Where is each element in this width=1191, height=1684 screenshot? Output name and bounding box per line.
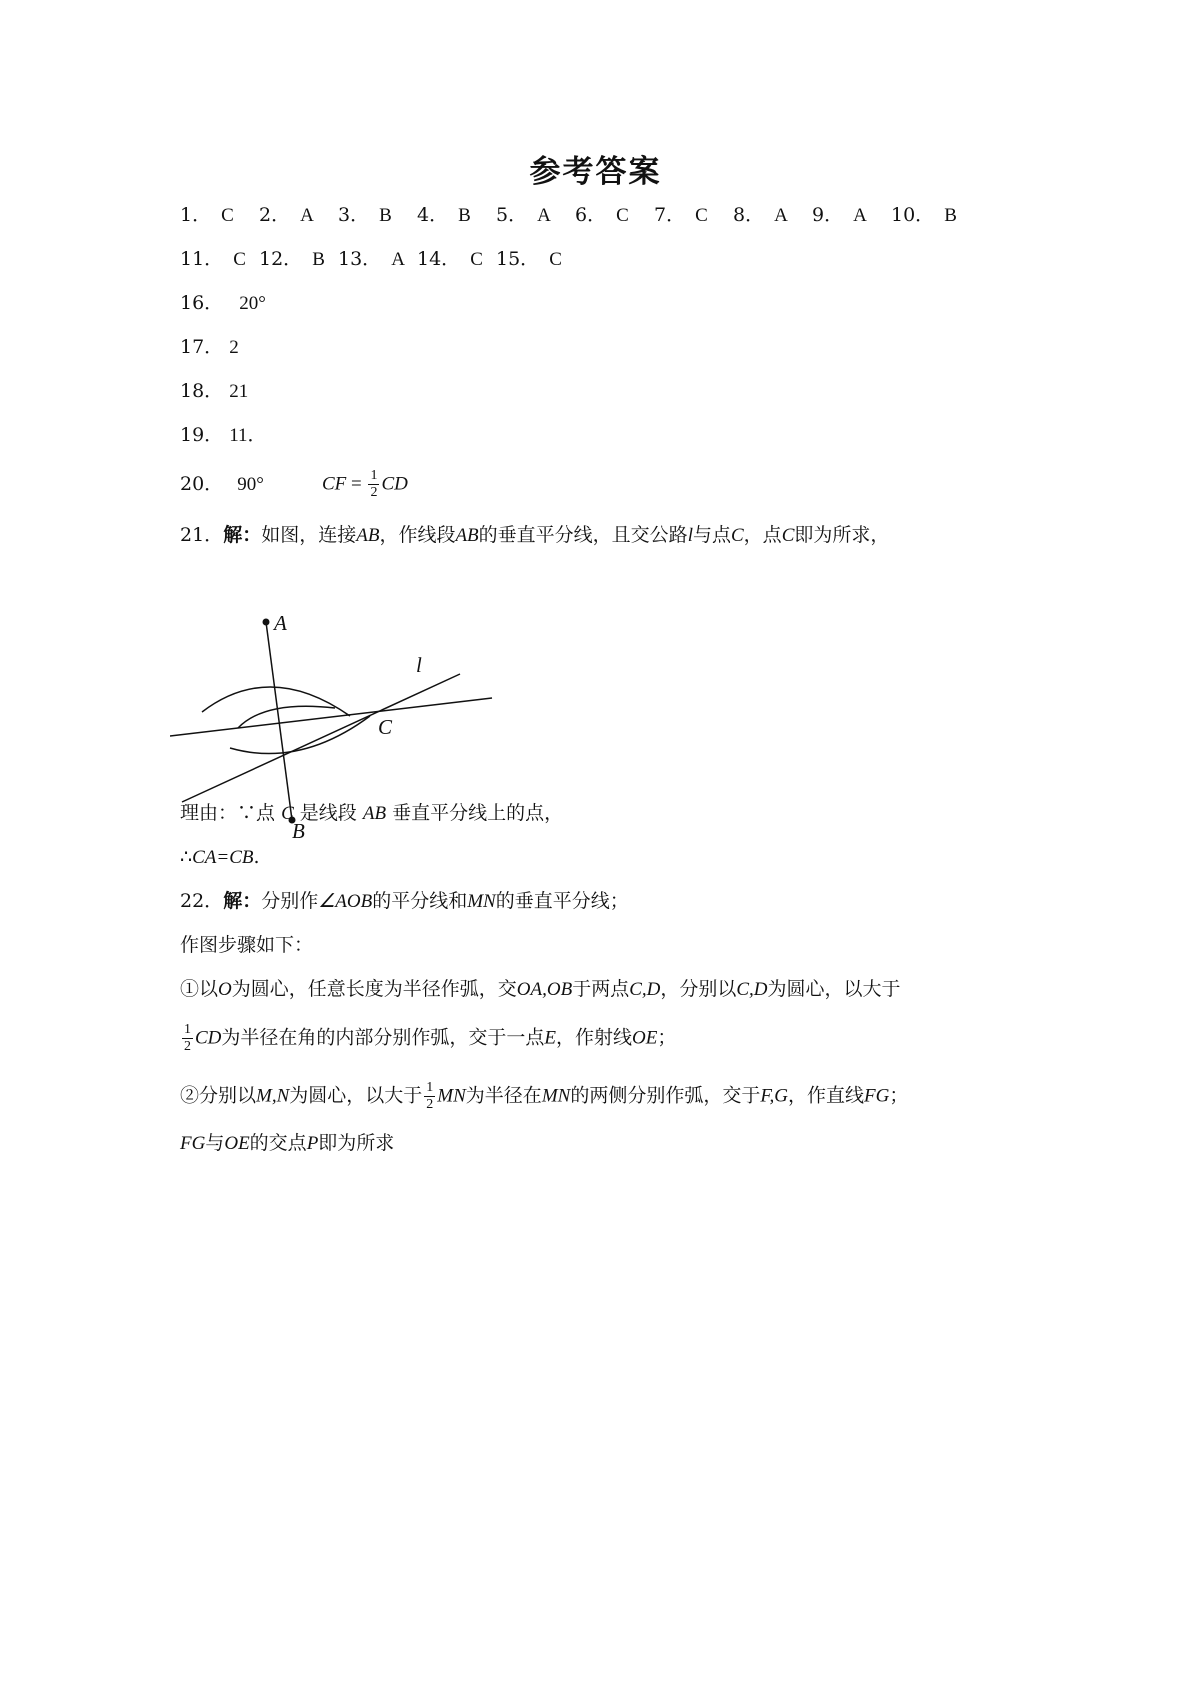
var: AB <box>362 803 387 824</box>
answer-letter: C <box>221 205 234 226</box>
answer-17 <box>180 334 239 361</box>
text: 为圆心，任意长度为半径作弧，交 <box>231 978 517 1000</box>
fraction-denominator: 2 <box>426 1097 434 1112</box>
text: ，作线段 <box>379 524 456 546</box>
text: 的垂直平分线； <box>495 890 629 912</box>
mc-answer <box>180 246 259 273</box>
var: ∠AOB <box>318 891 373 912</box>
answer-20 <box>180 468 408 501</box>
mc-answer <box>259 202 338 229</box>
text: ，点 <box>743 524 782 546</box>
answer-letter: B <box>944 205 957 226</box>
point-a <box>263 619 270 626</box>
question-number: 8． <box>733 204 765 226</box>
question-number: 7． <box>654 204 686 226</box>
text: ； <box>889 1084 909 1107</box>
text: 的垂直平分线，且交公路 <box>478 524 688 546</box>
answer-22 <box>180 888 629 915</box>
steps-heading <box>180 932 313 958</box>
mc-answer <box>338 202 417 229</box>
answer-value: 11． <box>229 425 267 446</box>
mc-answer <box>654 202 733 229</box>
mc-answers-row-2 <box>180 246 575 273</box>
fraction-one-half <box>182 1022 193 1055</box>
formula-rhs: CD <box>381 473 408 495</box>
var: C,D <box>736 979 768 1000</box>
text: ，作射线 <box>556 1026 633 1049</box>
text: 于两点 <box>572 978 630 1000</box>
question-number: 4． <box>417 204 449 226</box>
question-number: 18． <box>180 380 224 402</box>
mc-answer <box>575 202 654 229</box>
text: 点 <box>256 802 282 824</box>
var: AB <box>455 525 479 546</box>
var: MN <box>467 891 496 912</box>
var: C <box>781 525 795 546</box>
fraction-numerator: 1 <box>184 1022 191 1037</box>
answer-letter: B <box>312 249 325 270</box>
label-b: B <box>292 819 305 840</box>
answer-letter: A <box>391 249 405 270</box>
answer-letter: B <box>458 205 471 226</box>
text: 分别作 <box>261 890 319 912</box>
mc-answer <box>180 202 259 229</box>
solution-lead: 解： <box>223 524 262 546</box>
label-a: A <box>274 611 287 635</box>
fraction-numerator: 1 <box>370 468 378 483</box>
answer-letter: B <box>379 205 392 226</box>
var: FG <box>863 1085 890 1107</box>
text: 是线段 <box>293 802 363 824</box>
answer-letter: A <box>774 205 788 226</box>
var: MN <box>437 1085 466 1107</box>
text: 为半径在角的内部分别作弧，交于一点 <box>221 1026 545 1049</box>
answer-letter: A <box>300 205 314 226</box>
fraction-numerator: 1 <box>426 1080 434 1095</box>
var: C <box>730 525 744 546</box>
mc-answer <box>259 246 338 273</box>
answer-16 <box>180 290 266 317</box>
label-c: C <box>378 715 393 739</box>
question-number: 19． <box>180 424 224 446</box>
text: 与 <box>205 1132 225 1154</box>
answer-letter: C <box>470 249 483 270</box>
question-number: 13． <box>338 248 382 270</box>
mc-answer <box>417 202 496 229</box>
answer-19 <box>180 422 267 449</box>
question-number: 11． <box>180 248 224 270</box>
answer-letter: C <box>233 249 246 270</box>
var: OE <box>632 1027 658 1049</box>
answer-21 <box>180 522 889 549</box>
step-marker: ② <box>180 1084 200 1107</box>
question-number: 20． <box>180 472 224 495</box>
question-number: 15． <box>496 248 540 270</box>
road-line-l <box>182 674 460 802</box>
text: ，作直线 <box>787 1084 864 1107</box>
var: C <box>281 803 294 824</box>
mc-answer <box>496 202 575 229</box>
var: MN <box>541 1085 571 1107</box>
fraction-one-half <box>368 468 379 501</box>
label-l: l <box>416 653 422 677</box>
text: 以 <box>199 978 219 1000</box>
text: 理由： <box>180 802 238 824</box>
var: OA,OB <box>516 979 573 1000</box>
text: ； <box>657 1026 677 1049</box>
answer-value: 21 <box>229 381 249 402</box>
answer-letter: A <box>537 205 551 226</box>
var: O <box>218 979 232 1000</box>
step-2-line <box>180 1080 908 1113</box>
final-answer-line <box>180 1130 394 1157</box>
construction-arc <box>238 706 335 728</box>
step-1-line-2 <box>180 1022 676 1055</box>
text: 如图，连接 <box>261 524 357 546</box>
conclusion-line <box>180 844 260 871</box>
text: 为圆心，以大于 <box>289 1084 423 1107</box>
question-number: 17． <box>180 336 224 358</box>
mc-answer <box>891 202 970 229</box>
mc-answer <box>417 246 496 273</box>
formula-lhs: CF <box>321 473 347 495</box>
question-number: 1． <box>180 204 212 226</box>
text: 作图步骤如下： <box>180 934 314 956</box>
text: 的两侧分别作弧，交于 <box>570 1084 761 1107</box>
reason-line <box>180 800 563 827</box>
text: 的平分线和 <box>372 890 468 912</box>
text: ，分别以 <box>660 978 737 1000</box>
var: AB <box>356 525 380 546</box>
step-marker: ① <box>180 978 200 1000</box>
answer-letter: A <box>853 205 867 226</box>
question-number: 12． <box>259 248 303 270</box>
text: 的交点 <box>249 1132 307 1154</box>
because-symbol: ∵ <box>237 802 257 824</box>
text: 即为所求， <box>794 524 890 546</box>
answer-letter: C <box>695 205 708 226</box>
var: OE <box>224 1133 250 1154</box>
text: 为半径在 <box>465 1084 542 1107</box>
question-number: 10． <box>891 204 935 226</box>
mc-answers-row-1 <box>180 202 970 229</box>
fraction-denominator: 2 <box>184 1039 191 1054</box>
fraction-denominator: 2 <box>370 485 378 500</box>
text: 为圆心，以大于 <box>767 978 901 1000</box>
answer-letter: C <box>616 205 629 226</box>
step-1-line-1 <box>180 976 901 1003</box>
text: 即为所求 <box>318 1132 395 1154</box>
question-number: 14． <box>417 248 461 270</box>
text: . <box>253 846 260 868</box>
text: 与点 <box>692 524 731 546</box>
question-number: 6． <box>575 204 607 226</box>
var: F,G <box>760 1085 788 1107</box>
var: E <box>544 1027 557 1049</box>
var: P <box>306 1133 319 1154</box>
fraction-one-half <box>424 1080 435 1113</box>
var: CD <box>195 1027 222 1049</box>
question-number: 22． <box>180 890 224 912</box>
answer-letter: C <box>549 249 562 270</box>
question-number: 5． <box>496 204 528 226</box>
text: 分别以 <box>199 1084 257 1107</box>
question-number: 3． <box>338 204 370 226</box>
answer-value: 20° <box>239 293 266 314</box>
therefore-symbol: ∴ <box>180 846 193 868</box>
var: C,D <box>629 979 661 1000</box>
text: 垂直平分线上的点， <box>386 802 564 824</box>
answer-value: 2 <box>229 337 239 358</box>
question-number: 21． <box>180 524 224 546</box>
answer-18 <box>180 378 248 405</box>
mc-answer <box>733 202 812 229</box>
mc-answer <box>496 246 575 273</box>
conclusion-formula: CA=CB <box>192 847 254 868</box>
question-number: 16． <box>180 292 224 314</box>
page-title: 参考答案 <box>529 154 662 190</box>
var: M,N <box>256 1085 290 1107</box>
segment-ab <box>266 622 292 820</box>
answer-angle: 90° <box>237 473 264 495</box>
question-number: 9． <box>812 204 844 226</box>
solution-lead: 解： <box>223 890 262 912</box>
mc-answer <box>812 202 891 229</box>
var: l <box>687 525 693 546</box>
formula-equals: = <box>346 473 367 495</box>
question-number: 2． <box>259 204 291 226</box>
var: FG <box>180 1133 206 1154</box>
mc-answer <box>338 246 417 273</box>
